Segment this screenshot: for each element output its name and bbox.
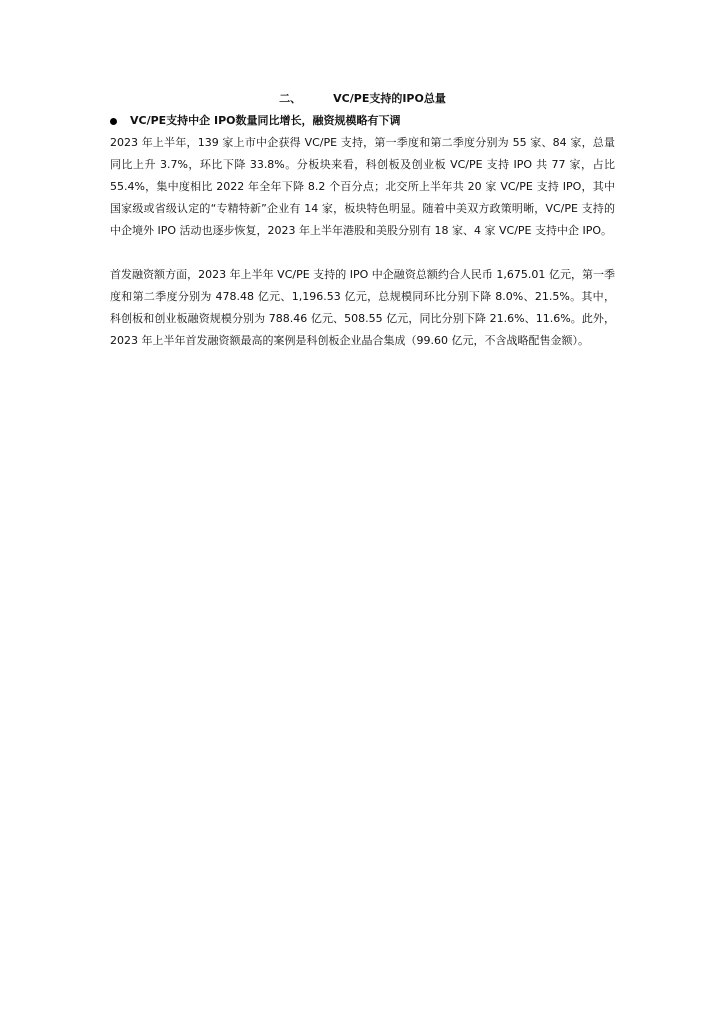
paragraph-ipo-financing: 首发融资额方面，2023 年上半年 VC/PE 支持的 IPO 中企融资总额约合人民币 1,675.01 亿元，第一季度和第二季度分别为 478.48 亿元、1,196.53 亿元，总规模同环比分别下降 8.0%、21.5%。其中，科创板和创业板融资规模分别为 788.46 亿元、508.55 亿元，同比分别下降 21.6%、11.6%。此外，2023 年上半年首发融资额最高的案例是科创板企业晶合集成（99.60 亿元，不含战略配售金额）。 bbox=[110, 268, 615, 347]
bullet-dot-icon bbox=[110, 118, 117, 125]
document-page bbox=[110, 88, 615, 352]
section-number: 二、 bbox=[279, 92, 302, 105]
bullet-point bbox=[110, 110, 615, 132]
paragraph-ipo-count: 2023 年上半年，139 家上市中企获得 VC/PE 支持，第一季度和第二季度分别为 55 家、84 家，总量同比上升 3.7%，环比下降 33.8%。分板块来看，科创板及创业板 VC/PE 支持 IPO 共 77 家，占比 55.4%，集中度相比 2022 年全年下降 8.2 个百分点；北交所上半年共 20 家 VC/PE 支持 IPO，其中国家级或省级认定的“专精特新”企业有 14 家，板块特色明显。随着中美双方政策明晰，VC/PE 支持的中企境外 IPO 活动也逐步恢复，2023 年上半年港股和美股分别有 18 家、4 家 VC/PE 支持中企 IPO。 bbox=[110, 136, 615, 237]
bullet-text: VC/PE支持中企 IPO数量同比增长，融资规模略有下调 bbox=[130, 114, 401, 127]
section-title: VC/PE支持的IPO总量 bbox=[333, 92, 446, 105]
paragraph-spacer bbox=[110, 242, 615, 264]
section-heading bbox=[110, 88, 615, 110]
